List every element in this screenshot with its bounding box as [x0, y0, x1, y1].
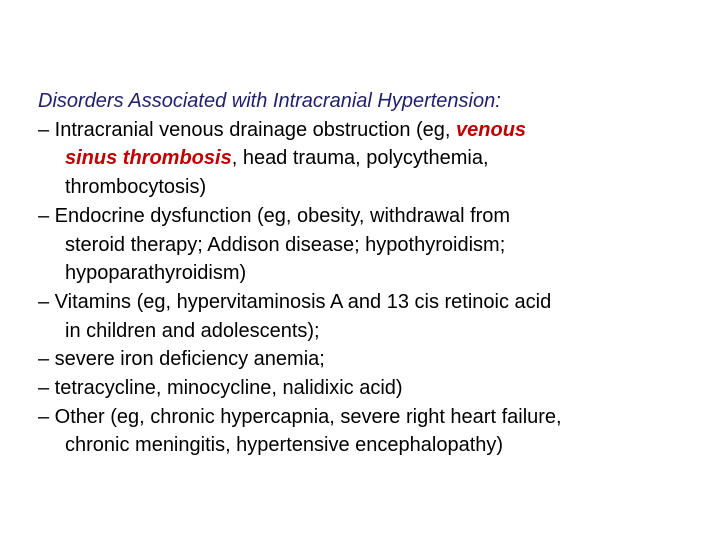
item-line: – Endocrine dysfunction (eg, obesity, withdrawal from [38, 204, 511, 227]
item-text: , head trauma, polycythemia, [231, 147, 489, 170]
item-line: – tetracycline, minocycline, nalidixic acid) [38, 377, 403, 400]
item-line: in children and adolescents); [65, 319, 320, 342]
slide-body [38, 87, 678, 460]
item-line: chronic meningitis, hypertensive encephalopathy) [65, 434, 504, 457]
list-item-iron-deficiency [38, 345, 678, 374]
item-line: – Vitamins (eg, hypervitaminosis A and 13 cis retinoic acid [38, 290, 552, 313]
list-item-vitamins [38, 288, 678, 345]
item-text: – Intracranial venous drainage obstruction (eg, [38, 118, 457, 141]
emphasis-text: sinus thrombosis [65, 147, 232, 170]
item-line: hypoparathyroidism) [65, 262, 247, 285]
item-line: steroid therapy; Addison disease; hypothyroidism; [65, 233, 506, 256]
list-item-venous-drainage [38, 116, 678, 202]
item-line [38, 144, 678, 173]
emphasis-text: venous [456, 118, 527, 141]
slide-heading: Disorders Associated with Intracranial Hypertension: [38, 90, 501, 112]
item-line [38, 116, 678, 145]
item-line: – severe iron deficiency anemia; [38, 348, 325, 371]
list-item-antibiotics [38, 374, 678, 403]
item-line: – Other (eg, chronic hypercapnia, severe right heart failure, [38, 405, 562, 428]
list-item-other [38, 403, 678, 460]
list-item-endocrine [38, 202, 678, 288]
item-line: thrombocytosis) [65, 176, 207, 199]
